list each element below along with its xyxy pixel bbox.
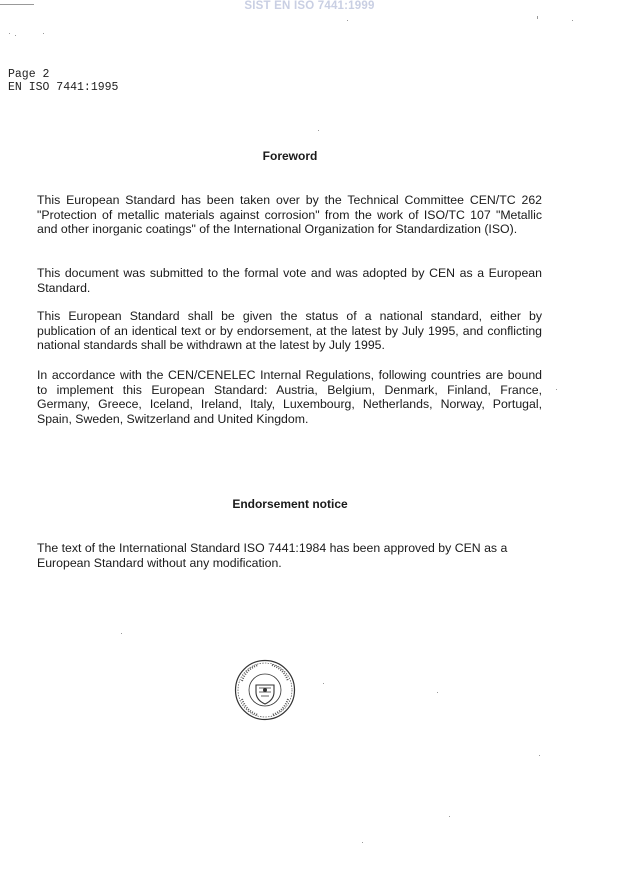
scan-speck bbox=[43, 33, 44, 34]
scan-speck bbox=[9, 33, 10, 34]
foreword-paragraph-3: This European Standard shall be given the status of a national standard, either by publication of an identical text or by endorsement, at the latest by July 1995, and conflicting national standards shall be withdrawn at the latest by July 1995. bbox=[37, 309, 542, 353]
page-number: Page 2 bbox=[8, 68, 50, 81]
foreword-paragraph-1: This European Standard has been taken over by the Technical Committee CEN/TC 262 "Protection of metallic materials against corrosion" from the work of ISO/TC 107 "Metallic and other inorganic coatings" of the International Organization for Standardization (ISO). bbox=[37, 193, 542, 237]
scan-speck bbox=[347, 20, 348, 21]
scan-speck bbox=[572, 20, 573, 21]
foreword-paragraph-4: In accordance with the CEN/CENELEC Internal Regulations, following countries are bound to implement this European Standard: Austria, Belgium, Denmark, Finland, France, Germany, Greece, Iceland, Ireland, Italy, Luxembourg, Netherlands, Norway, Portugal, Spain, Sweden, Switzerland and United Kingdom. bbox=[37, 368, 542, 426]
scan-speck bbox=[15, 35, 16, 36]
scan-speck bbox=[537, 16, 538, 19]
scan-speck bbox=[539, 755, 540, 756]
page-header bbox=[8, 68, 118, 94]
scan-speck bbox=[318, 130, 319, 131]
endorsement-text: The text of the International Standard ISO 7441:1984 has been approved by CEN as a European Standard without any modification. bbox=[37, 541, 508, 570]
scan-speck bbox=[437, 692, 438, 693]
foreword-paragraph-2: This document was submitted to the formal vote and was adopted by CEN as a European Standard. bbox=[37, 266, 542, 295]
official-seal-icon bbox=[234, 659, 296, 721]
foreword-title: Foreword bbox=[262, 149, 318, 163]
endorsement-title: Endorsement notice bbox=[232, 497, 348, 511]
scan-speck bbox=[362, 842, 363, 843]
scan-speck bbox=[449, 816, 450, 817]
scan-speck bbox=[323, 683, 324, 684]
scan-speck bbox=[556, 389, 557, 390]
scan-speck bbox=[121, 633, 122, 634]
standard-number: EN ISO 7441:1995 bbox=[8, 81, 119, 94]
watermark: SIST EN ISO 7441:1999 bbox=[244, 0, 375, 12]
